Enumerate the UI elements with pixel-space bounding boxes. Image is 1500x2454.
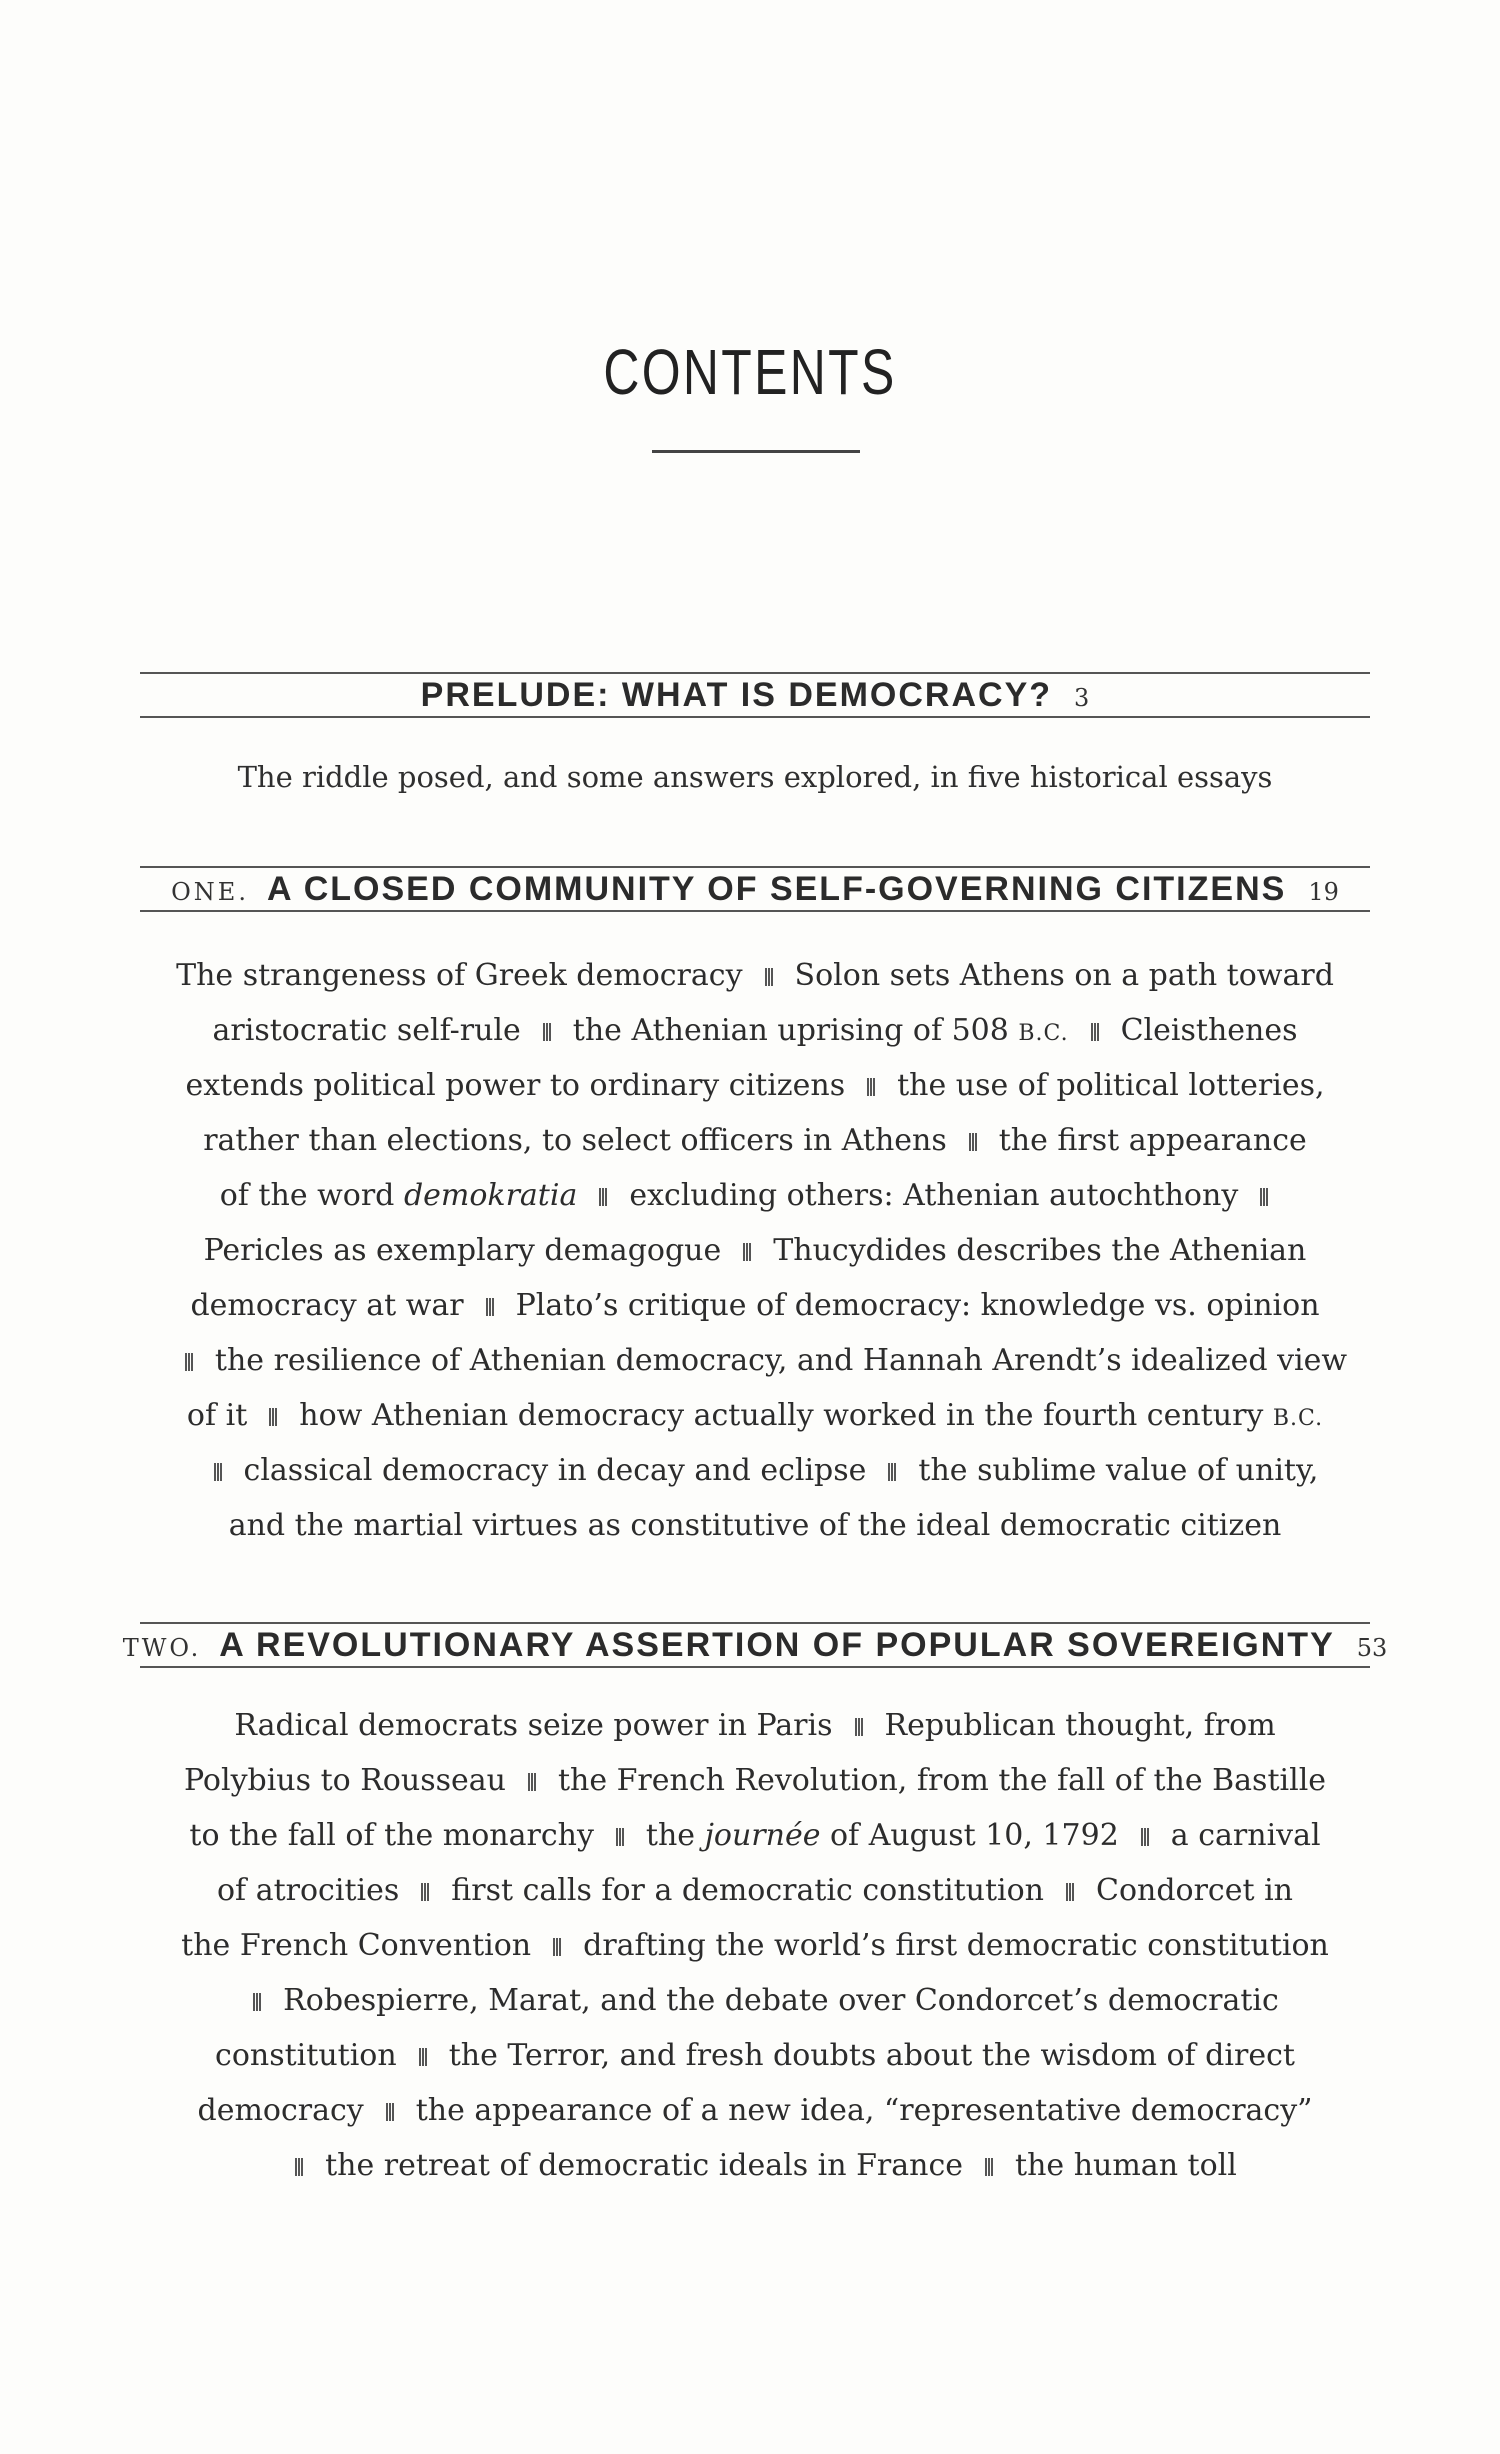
summary-line: [140, 1973, 1370, 2028]
separator-mark: [1141, 1828, 1149, 1846]
title-rule: [652, 450, 860, 453]
topic: Solon sets Athens on a path toward: [794, 958, 1334, 993]
chapter-two-page-number: 53: [1356, 1634, 1388, 1662]
summary-line: [140, 2138, 1370, 2193]
separator-mark: [743, 1243, 751, 1261]
topic: of the word: [219, 1178, 404, 1213]
summary-line: [140, 1863, 1370, 1918]
separator-mark: [486, 1298, 494, 1316]
separator-mark: [421, 1883, 429, 1901]
topic: of it: [186, 1398, 248, 1433]
chapter-one-summary: [140, 948, 1370, 1553]
topic: the resilience of Athenian democracy, and Hannah Arendt’s idealized view: [214, 1343, 1348, 1378]
summary-line: [140, 1388, 1370, 1443]
topic: how Athenian democracy actually worked in the fourth century: [299, 1398, 1273, 1433]
summary-line: [140, 1223, 1370, 1278]
topic: the appearance of a new idea, “representative democracy”: [415, 2093, 1313, 2128]
separator-mark: [553, 1938, 561, 1956]
prelude-page-number: 3: [1074, 684, 1090, 712]
topic: Cleisthenes: [1120, 1013, 1298, 1048]
chapter-two-title: A REVOLUTIONARY ASSERTION OF POPULAR SOVEREIGNTY: [219, 1626, 1335, 1664]
prelude-title: PRELUDE: WHAT IS DEMOCRACY?: [420, 676, 1053, 714]
chapter-one-title: A CLOSED COMMUNITY OF SELF-GOVERNING CITIZENS: [266, 870, 1287, 908]
summary-line: [140, 1498, 1370, 1553]
chapter-one-page-number: 19: [1308, 878, 1339, 906]
separator-mark: [1260, 1188, 1268, 1206]
topic: the human toll: [1015, 2148, 1237, 2183]
summary-line: [140, 1753, 1370, 1808]
separator-mark: [386, 2103, 394, 2121]
summary-line: [140, 2028, 1370, 2083]
era-abbreviation: B.C.: [1018, 1021, 1069, 1046]
topic: and the martial virtues as constitutive of the ideal democratic citizen: [228, 1508, 1282, 1543]
separator-mark: [985, 2158, 993, 2176]
prelude-summary: The riddle posed, and some answers explored, in five historical essays: [237, 760, 1273, 794]
topic: the: [645, 1818, 705, 1853]
topic: Robespierre, Marat, and the debate over Condorcet’s democratic: [283, 1983, 1279, 2018]
topic: constitution: [215, 2038, 397, 2073]
topic: Condorcet in: [1095, 1873, 1293, 1908]
summary-line: [140, 1918, 1370, 1973]
topic: The strangeness of Greek democracy: [176, 958, 743, 993]
summary-line: [140, 1278, 1370, 1333]
separator-mark: [599, 1188, 607, 1206]
summary-line: [140, 948, 1370, 1003]
chapter-two-heading: [122, 1622, 1388, 1668]
separator-mark: [1091, 1023, 1099, 1041]
separator-mark: [888, 1463, 896, 1481]
topic: Polybius to Rousseau: [183, 1763, 506, 1798]
topic: Pericles as exemplary demagogue: [203, 1233, 722, 1268]
topic: Thucydides describes the Athenian: [773, 1233, 1307, 1268]
summary-line: [140, 1113, 1370, 1168]
separator-mark: [616, 1828, 624, 1846]
separator-mark: [1066, 1883, 1074, 1901]
summary-line: [140, 1333, 1370, 1388]
topic: rather than elections, to select officers in Athens: [203, 1123, 947, 1158]
separator-mark: [185, 1353, 193, 1371]
italic-term: journée: [704, 1818, 821, 1853]
topic: of August 10, 1792: [820, 1818, 1119, 1853]
topic: classical democracy in decay and eclipse: [243, 1453, 867, 1488]
topic: a carnival: [1170, 1818, 1321, 1853]
chapter-two-summary: [140, 1698, 1370, 2193]
summary-line: [140, 1698, 1370, 1753]
topic: excluding others: Athenian autochthony: [629, 1178, 1239, 1213]
summary-line: [140, 1058, 1370, 1113]
separator-mark: [419, 2048, 427, 2066]
topic: first calls for a democratic constitution: [451, 1873, 1044, 1908]
separator-mark: [855, 1718, 863, 1736]
rule: [140, 910, 1370, 912]
topic: democracy: [197, 2093, 364, 2128]
era-abbreviation: B.C.: [1272, 1406, 1324, 1431]
topic: the sublime value of unity,: [918, 1453, 1319, 1488]
topic: Plato’s critique of democracy: knowledge vs. opinion: [515, 1288, 1320, 1323]
page-title: CONTENTS: [603, 336, 897, 408]
topic: extends political power to ordinary citizens: [185, 1068, 846, 1103]
rule: [140, 1666, 1370, 1668]
summary-line: [140, 2083, 1370, 2138]
separator-mark: [867, 1078, 875, 1096]
topic: the Terror, and fresh doubts about the wisdom of direct: [448, 2038, 1295, 2073]
separator-mark: [214, 1463, 222, 1481]
chapter-one-heading: [140, 866, 1370, 912]
topic: the Athenian uprising of 508: [572, 1013, 1019, 1048]
topic: the French Convention: [181, 1928, 532, 1963]
separator-mark: [543, 1023, 551, 1041]
chapter-one-label: ONE.: [171, 878, 249, 906]
topic: Radical democrats seize power in Paris: [234, 1708, 833, 1743]
topic: the first appearance: [998, 1123, 1307, 1158]
topic: Republican thought, from: [884, 1708, 1276, 1743]
topic: to the fall of the monarchy: [189, 1818, 594, 1853]
separator-mark: [765, 968, 773, 986]
separator-mark: [969, 1133, 977, 1151]
topic: the use of political lotteries,: [897, 1068, 1325, 1103]
prelude-heading: [140, 672, 1370, 718]
italic-term: demokratia: [403, 1178, 578, 1213]
topic: the retreat of democratic ideals in France: [325, 2148, 964, 2183]
topic: the French Revolution, from the fall of the Bastille: [557, 1763, 1327, 1798]
chapter-two-label: TWO.: [122, 1634, 202, 1662]
summary-line: [140, 1808, 1370, 1863]
rule: [140, 716, 1370, 718]
topic: drafting the world’s first democratic constitution: [583, 1928, 1329, 1963]
separator-mark: [253, 1993, 261, 2011]
topic: of atrocities: [217, 1873, 400, 1908]
summary-line: [140, 1443, 1370, 1498]
separator-mark: [295, 2158, 303, 2176]
topic: democracy at war: [190, 1288, 464, 1323]
topic: aristocratic self-rule: [212, 1013, 521, 1048]
summary-line: [140, 1003, 1370, 1058]
summary-line: [140, 1168, 1370, 1223]
separator-mark: [269, 1408, 277, 1426]
separator-mark: [528, 1773, 536, 1791]
